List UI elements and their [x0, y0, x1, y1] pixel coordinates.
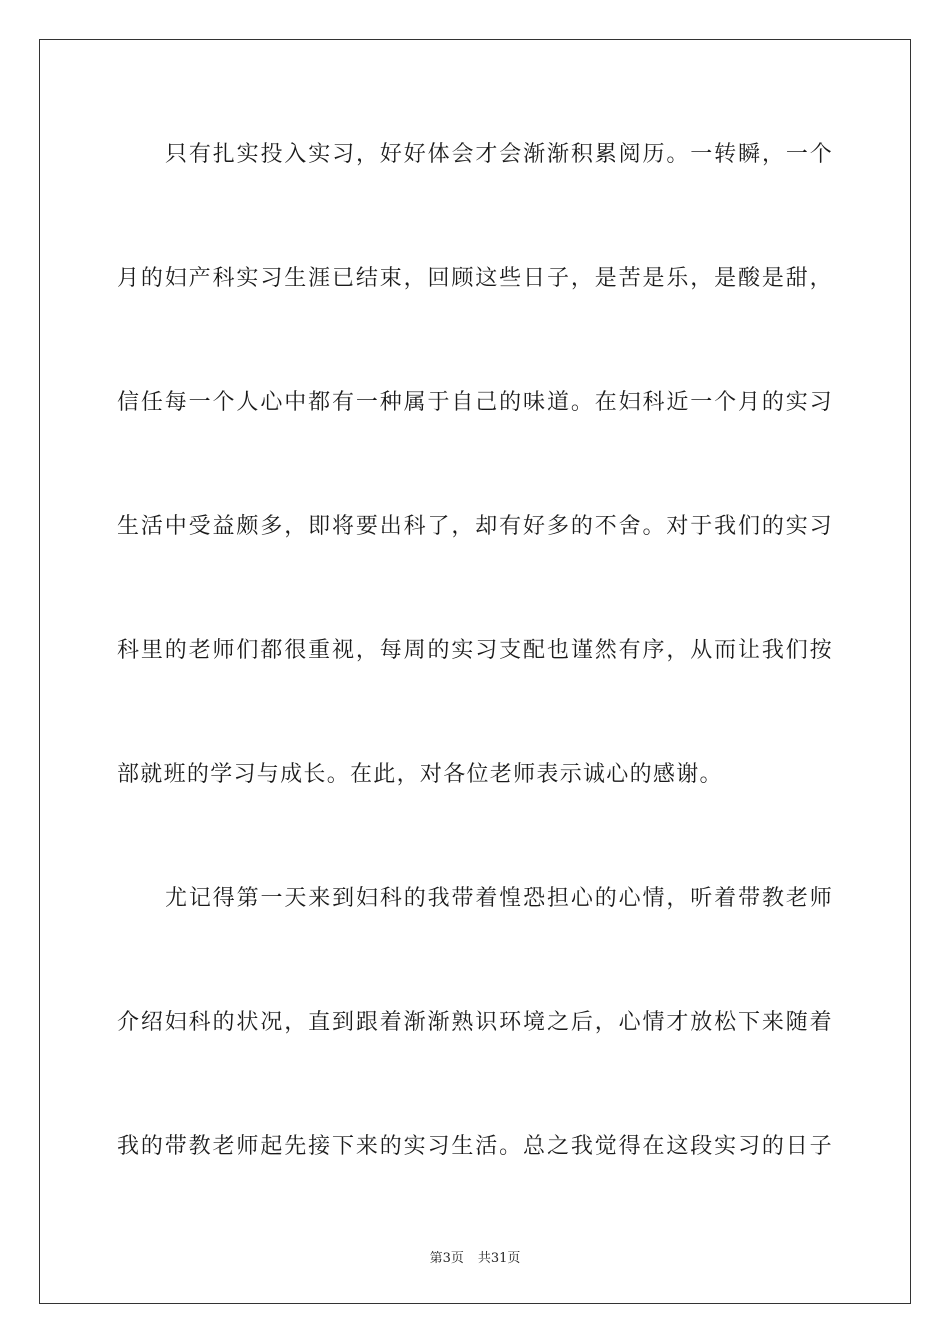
document-body: [117, 124, 833, 1240]
paragraph-line: 月的妇产科实习生涯已结束，回顾这些日子，是苦是乐，是酸是甜，: [117, 266, 833, 291]
page-number: 第3页: [429, 1251, 464, 1266]
page-total: 共31页: [477, 1251, 521, 1266]
paragraph-line: 尤记得第一天来到妇科的我带着惶恐担心的心情，听着带教老师: [165, 886, 833, 911]
paragraph-line: 信任每一个人心中都有一种属于自己的味道。在妇科近一个月的实习: [117, 390, 833, 415]
paragraph-line: 生活中受益颇多，即将要出科了，却有好多的不舍。对于我们的实习: [117, 514, 833, 539]
page-footer: [0, 1247, 950, 1266]
paragraph-line: 我的带教老师起先接下来的实习生活。总之我觉得在这段实习的日子: [117, 1134, 833, 1159]
paragraph-line: 科里的老师们都很重视，每周的实习支配也谨然有序，从而让我们按: [117, 638, 833, 663]
paragraph-line: 介绍妇科的状况，直到跟着渐渐熟识环境之后，心情才放松下来随着: [117, 1010, 833, 1035]
paragraph-line: 部就班的学习与成长。在此，对各位老师表示诚心的感谢。: [117, 762, 723, 787]
paragraph-line: 只有扎实投入实习，好好体会才会渐渐积累阅历。一转瞬，一个: [165, 142, 833, 167]
